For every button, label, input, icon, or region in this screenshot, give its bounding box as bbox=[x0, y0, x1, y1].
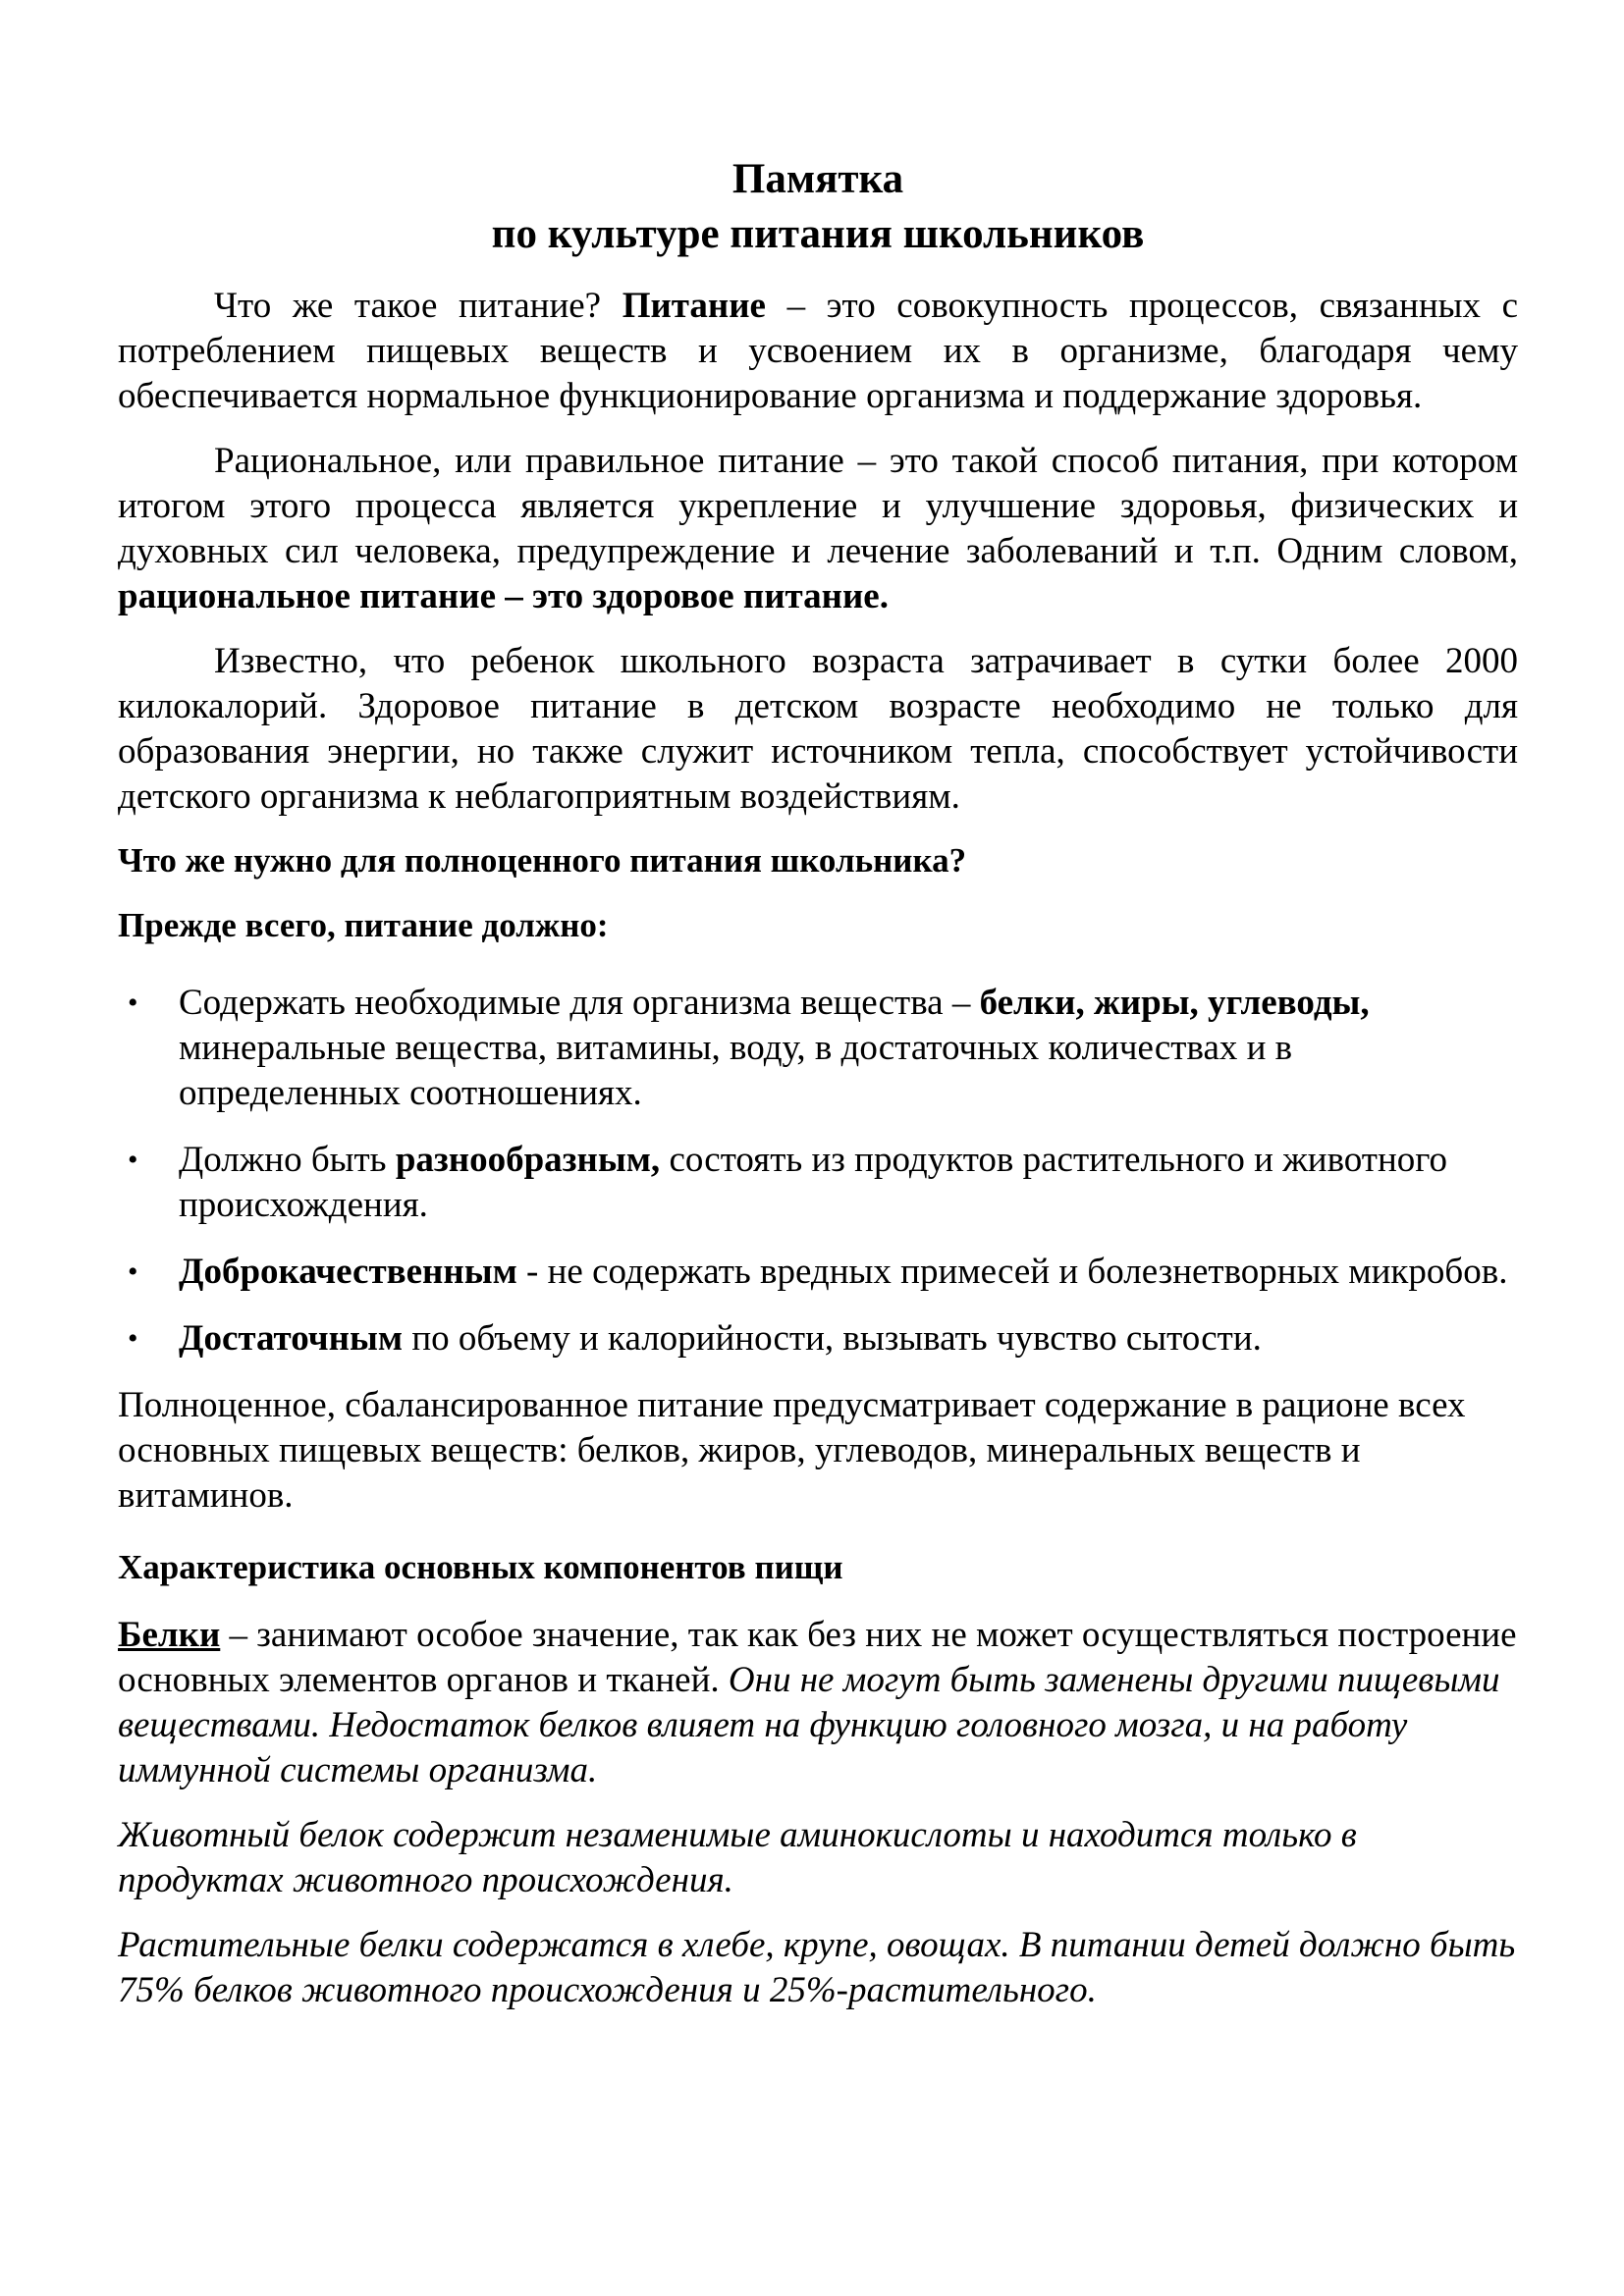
bullet-icon: • bbox=[128, 987, 138, 1019]
bold-text: Достаточным bbox=[179, 1318, 404, 1359]
components-heading: Характеристика основных компонентов пищи bbox=[118, 1548, 843, 1586]
document-title: Памятка bbox=[731, 156, 904, 202]
bullet-icon: • bbox=[128, 1322, 138, 1355]
document-page bbox=[118, 152, 1518, 2033]
italic-text: Они не могут быть заменены другими пищевыми веществами. Недостаток белков влияет на функцию головного мозга, и на работу иммунной системы организма. bbox=[118, 1660, 1500, 1790]
italic-text: Животный белок содержит незаменимые аминокислоты и находится только в продуктах животного происхождения. bbox=[118, 1815, 1357, 1900]
text: – это совокупность процессов, связанных с потреблением пищевых веществ и усвоением их в организме, благодаря чему обеспечивается нормальное функционирование организма и поддержание здоровья. bbox=[118, 286, 1518, 416]
text: – занимают особое значение, так как без них не может осуществляться построение основных элементов органов и тканей. bbox=[118, 1615, 1517, 1700]
paragraph-plant-protein bbox=[118, 1923, 1518, 2013]
list-item bbox=[118, 1250, 1518, 1295]
requirements-heading: Прежде всего, питание должно: bbox=[118, 906, 609, 944]
text: Содержать необходимые для организма вещества – bbox=[179, 983, 980, 1023]
bold-text: Доброкачественным bbox=[179, 1252, 517, 1292]
text: минеральные вещества, витамины, воду, в достаточных количествах и в определенных соотношениях. bbox=[179, 1028, 1293, 1113]
list-item bbox=[118, 981, 1518, 1116]
paragraph-rational-nutrition bbox=[118, 439, 1518, 619]
bold-text: разнообразным, bbox=[395, 1140, 661, 1180]
list-item bbox=[118, 1316, 1518, 1362]
text: Рациональное, или правильное питание – это такой способ питания, при котором итогом этого процесса является укрепление и улучшение здоровья, физических и духовных сил человека, предупреждение и лечение заболеваний и т.п. Одним словом, bbox=[118, 441, 1518, 571]
question-heading: Что же нужно для полноценного питания школьника? bbox=[118, 841, 967, 880]
italic-text: Растительные белки содержатся в хлебе, крупе, овощах. В питании детей должно быть 75% белков животного происхождения и 25%-растительного. bbox=[118, 1925, 1516, 2010]
paragraph-balanced-nutrition: Полноценное, сбалансированное питание предусматривает содержание в рационе всех основных пищевых веществ: белков, жиров, углеводов, минеральных веществ и витаминов. bbox=[118, 1385, 1466, 1516]
bullet-icon: • bbox=[128, 1144, 138, 1176]
text: Должно быть bbox=[179, 1140, 396, 1180]
paragraph-animal-protein bbox=[118, 1813, 1518, 1903]
text: по объему и калорийности, вызывать чувство сытости. bbox=[403, 1318, 1262, 1359]
term-nutrition: Питание bbox=[622, 286, 766, 326]
emphasis-healthy-nutrition: рациональное питание – это здоровое питание. bbox=[118, 576, 889, 616]
bold-text: белки, жиры, углеводы, bbox=[979, 983, 1370, 1023]
text: - не содержать вредных примесей и болезнетворных микробов. bbox=[516, 1252, 1508, 1292]
paragraph-proteins bbox=[118, 1613, 1518, 1793]
paragraph-nutrition-definition bbox=[118, 284, 1518, 419]
requirements-list bbox=[118, 981, 1518, 1362]
list-item bbox=[118, 1138, 1518, 1228]
document-subtitle: по культуре питания школьников bbox=[491, 211, 1145, 257]
paragraph-calories: Известно, что ребенок школьного возраста затрачивает в сутки более 2000 килокалорий. Здоровое питание в детском возрасте необходимо не только для образования энергии, но также служит источником тепла, способствует устойчивости детского организма к неблагоприятным воздействиям. bbox=[118, 641, 1518, 817]
title-block bbox=[118, 152, 1518, 262]
text: состоять из продуктов растительного и животного происхождения. bbox=[179, 1140, 1448, 1225]
bullet-icon: • bbox=[128, 1255, 138, 1288]
term-proteins: Белки bbox=[118, 1615, 221, 1655]
text: Что же такое питание? bbox=[214, 286, 623, 326]
